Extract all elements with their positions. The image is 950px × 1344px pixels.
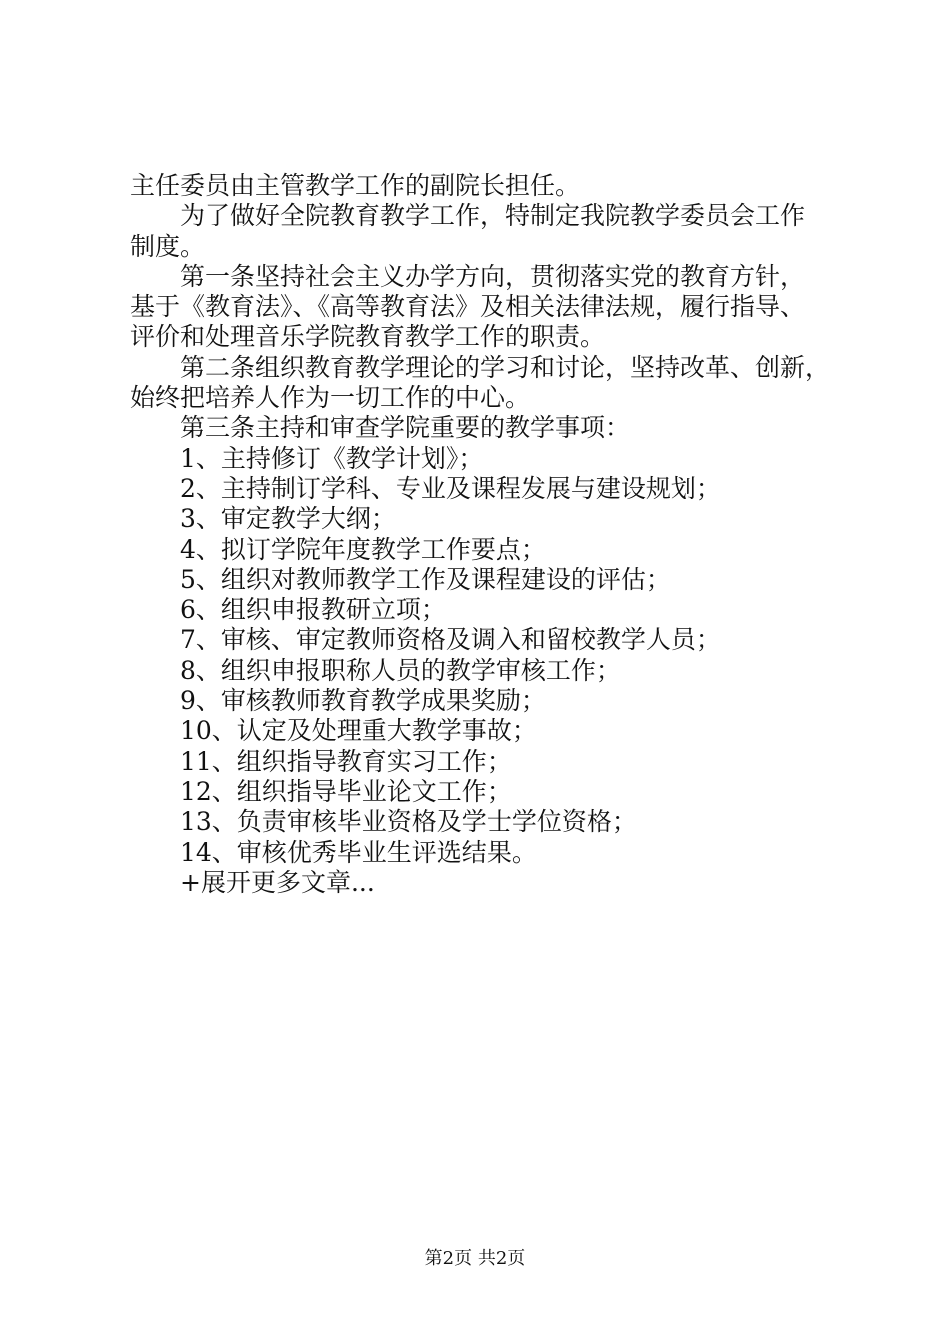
text-line: 评价和处理音乐学院教育教学工作的职责。 [130, 322, 606, 352]
list-item: 8、组织申报职称人员的教学审核工作； [180, 655, 621, 685]
list-item: 9、审核教师教育教学成果奖励； [180, 686, 546, 716]
list-item: 12、组织指导毕业论文工作； [180, 776, 512, 806]
expand-more-articles-link[interactable]: +展开更多文章... [180, 867, 375, 897]
page-footer [0, 1244, 950, 1270]
list-item: 5、组织对教师教学工作及课程建设的评估； [180, 564, 671, 594]
list-item: 2、主持制订学科、专业及课程发展与建设规划； [180, 473, 721, 503]
text-line: 第二条组织教育教学理论的学习和讨论，坚持改革、创新， [180, 352, 831, 382]
text-line: 为了做好全院教育教学工作，特制定我院教学委员会工作 [180, 201, 806, 231]
text-line: 基于《教育法》、《高等教育法》及相关法律法规，履行指导、 [130, 292, 806, 322]
list-item: 4、拟订学院年度教学工作要点； [180, 534, 546, 564]
list-item: 10、认定及处理重大教学事故； [180, 716, 537, 746]
text-line: 始终把培养人作为一切工作的中心。 [130, 383, 531, 413]
document-body [130, 171, 850, 898]
list-item: 11、组织指导教育实习工作； [180, 746, 512, 776]
text-line: 第三条主持和审查学院重要的教学事项： [180, 413, 631, 443]
list-item: 13、负责审核毕业资格及学士学位资格； [180, 807, 637, 837]
list-item: 14、审核优秀毕业生评选结果。 [180, 837, 537, 867]
text-line: 制度。 [130, 231, 206, 261]
page-number: 第2页 共2页 [424, 1248, 526, 1269]
text-line: 主任委员由主管教学工作的副院长担任。 [130, 171, 581, 200]
list-item: 1、主持修订《教学计划》； [180, 443, 484, 473]
text-line: 第一条坚持社会主义办学方向，贯彻落实党的教育方针， [180, 261, 806, 291]
list-item: 3、审定教学大纲； [180, 504, 396, 534]
list-item: 7、审核、审定教师资格及调入和留校教学人员； [180, 625, 721, 655]
list-item: 6、组织申报教研立项； [180, 595, 446, 625]
